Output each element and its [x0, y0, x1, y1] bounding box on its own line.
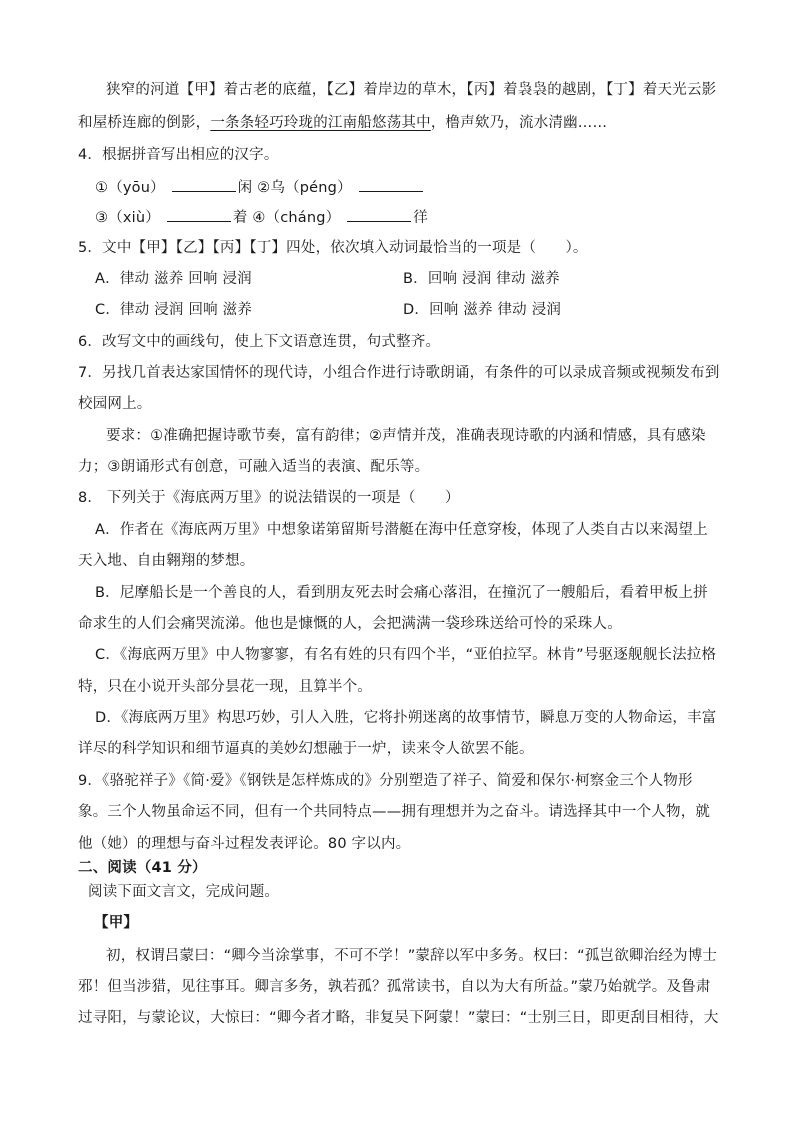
underlined-sentence: 一条条轻巧玲珑的江南船悠荡其中 [210, 115, 431, 131]
passage-label-jia: 【甲】 [94, 915, 139, 931]
q4-stem: 4．根据拼音写出相应的汉字。 [78, 147, 279, 163]
q8-stem: 8． 下列关于《海底两万里》的说法错误的一项是（ ） [78, 490, 460, 506]
q4-blank-1[interactable] [172, 177, 236, 192]
section-2-instruction: 阅读下面文言文，完成问题。 [88, 884, 280, 900]
q4-row-1 [95, 177, 735, 198]
passage-line-2-post: ，橹声欸乃，流水清幽…… [430, 115, 608, 131]
q4-item-4-label: ④（cháng） [252, 210, 341, 226]
q5-option-a: A．律动 滋养 回响 浸润 [95, 271, 252, 287]
classical-text-line-1: 初，权谓吕蒙曰：“卿今当涂掌事，不可不学！”蒙辞以军中多务。权曰：“孤岂欲卿治经为博士 [106, 948, 718, 964]
q4-blank-2[interactable] [359, 177, 423, 192]
q8-option-b-line-2: 命求生的人们会痛哭流涕。他也是慷慨的人，会把满满一袋珍珠送给可怜的采珠人。 [78, 616, 622, 632]
q8-option-a-line-2: 天入地、自由翱翔的梦想。 [78, 553, 255, 569]
q4-item-1-suffix: 闲 [237, 180, 253, 196]
q4-item-3-label: ③（xiù） [95, 210, 160, 226]
q4-item-2-label: ②乌（péng） [257, 180, 352, 196]
q8-option-a-line-1: A．作者在《海底两万里》中想象诺第留斯号潜艇在海中任意穿梭，体现了人类自古以来渴望上 [95, 522, 708, 538]
q4-item-4-suffix: 徉 [413, 210, 428, 226]
q4-blank-3[interactable] [167, 207, 231, 222]
q7-line-2: 校园网上。 [78, 396, 152, 412]
q5-stem: 5．文中【甲】【乙】【丙】【丁】四处，依次填入动词最恰当的一项是（ ）。 [78, 240, 588, 256]
q4-item-1-label: ①（yōu） [95, 180, 165, 196]
passage-line-2 [78, 113, 718, 133]
passage-line-2-pre: 和屋桥连廊的倒影， [78, 115, 211, 131]
q5-options-row-1 [95, 269, 735, 289]
q8-option-d-line-2: 详尽的科学知识和细节逼真的美妙幻想融于一炉，读来令人欲罢不能。 [78, 741, 534, 757]
q4-item-3-suffix: 着 [232, 210, 248, 226]
q9-line-3: 他（她）的理想与奋斗过程发表评论。80 字以内。 [78, 836, 411, 852]
classical-text-line-3: 过寻阳，与蒙论议，大惊曰：“卿今者才略，非复吴下阿蒙！”蒙曰：“士别三日，即更刮目相待，大 [78, 1010, 719, 1026]
q7-requirement-2: 力；③朗诵形式有创意，可融入适当的表演、配乐等。 [78, 459, 430, 475]
passage-line-1: 狭窄的河道【甲】着古老的底蕴，【乙】着岸边的草木，【丙】着袅袅的越剧，【丁】着天光云影 [106, 82, 717, 98]
q8-option-c-line-2: 特，只在小说开头部分昙花一现，且算半个。 [78, 679, 372, 695]
q9-line-1: 9．《骆驼祥子》《简·爱》《钢铁是怎样炼成的》分别塑造了祥子、简爱和保尔·柯察金三个人物形 [78, 773, 693, 789]
q8-option-d-line-1: D．《海底两万里》构思巧妙，引人入胜，它将扑朔迷离的故事情节，瞬息万变的人物命运，丰富 [95, 710, 717, 726]
q8-option-c-line-1: C．《海底两万里》中人物寥寥，有名有姓的只有四个半，“亚伯拉罕。林肯”号驱逐舰舰长法拉格 [95, 647, 717, 663]
classical-text-line-2: 邪！但当涉猎，见往事耳。卿言多务，孰若孤？孤常读书，自以为大有所益。”蒙乃始就学。及鲁肃 [78, 979, 711, 995]
q5-option-d: D．回响 滋养 律动 浸润 [403, 302, 562, 318]
q4-row-2 [95, 207, 735, 228]
q6-stem: 6．改写文中的画线句，使上下文语意连贯，句式整齐。 [78, 334, 441, 350]
q5-option-b: B．回响 浸润 律动 滋养 [403, 271, 560, 287]
q7-line-1: 7．另找几首表达家国情怀的现代诗，小组合作进行诗歌朗诵，有条件的可以录成音频或视频发布到 [78, 365, 720, 381]
q7-requirement-1: 要求：①准确把握诗歌节奏，富有韵律；②声情并茂，准确表现诗歌的内涵和情感，具有感染 [106, 428, 706, 444]
section-2-title: 二、阅读（41 分） [78, 860, 207, 876]
q5-option-c: C．律动 浸润 回响 滋养 [95, 302, 253, 318]
q4-blank-4[interactable] [347, 207, 411, 222]
q8-option-b-line-1: B．尼摩船长是一个善良的人，看到朋友死去时会痛心落泪，在撞沉了一艘船后，看着甲板上拼 [95, 585, 708, 601]
q9-line-2: 象。三个人物虽命运不同，但有一个共同特点——拥有理想并为之奋斗。请选择其中一个人物，就 [78, 804, 711, 820]
q5-options-row-2 [95, 300, 735, 320]
